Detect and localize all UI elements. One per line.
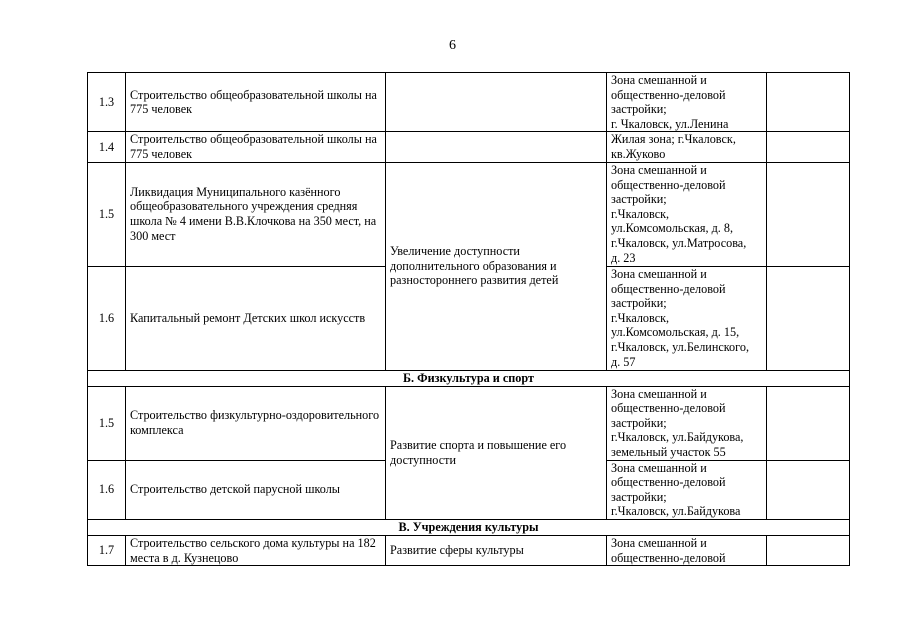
goal-cell bbox=[386, 73, 607, 132]
section-heading-culture: В. Учреждения культуры bbox=[88, 519, 850, 535]
empty-cell bbox=[767, 73, 850, 132]
object-description: Строительство общеобразовательной школы на 775 человек bbox=[126, 132, 386, 162]
zone-cell: Зона смешанной и общественно-деловой bbox=[607, 535, 767, 565]
empty-cell bbox=[767, 535, 850, 565]
zone-cell: Зона смешанной и общественно-деловой застройки; г.Чкаловск, ул.Байдукова bbox=[607, 460, 767, 519]
object-description: Строительство детской парусной школы bbox=[126, 460, 386, 519]
document-table bbox=[87, 72, 850, 566]
zone-cell: Зона смешанной и общественно-деловой застройки; г.Чкаловск, ул.Байдукова, земельный участок 55 bbox=[607, 386, 767, 460]
section-row bbox=[88, 519, 850, 535]
table-row bbox=[88, 535, 850, 565]
goal-cell bbox=[386, 132, 607, 162]
object-description: Капитальный ремонт Детских школ искусств bbox=[126, 266, 386, 370]
row-number: 1.6 bbox=[88, 460, 126, 519]
zone-cell: Зона смешанной и общественно-деловой застройки; г.Чкаловск, ул.Комсомольская, д. 15, г.Чкаловск, ул.Белинского, д. 57 bbox=[607, 266, 767, 370]
object-description: Строительство общеобразовательной школы на 775 человек bbox=[126, 73, 386, 132]
zone-cell: Зона смешанной и общественно-деловой застройки; г. Чкаловск, ул.Ленина bbox=[607, 73, 767, 132]
row-number: 1.5 bbox=[88, 162, 126, 266]
table-row bbox=[88, 132, 850, 162]
table-row bbox=[88, 73, 850, 132]
section-row bbox=[88, 370, 850, 386]
goal-education: Увеличение доступности дополнительного образования и разностороннего развития детей bbox=[386, 162, 607, 370]
object-description: Ликвидация Муниципального казённого общеобразовательного учреждения средняя школа № 4 имени В.В.Клочкова на 350 мест, на 300 мест bbox=[126, 162, 386, 266]
empty-cell bbox=[767, 162, 850, 266]
row-number: 1.3 bbox=[88, 73, 126, 132]
row-number: 1.4 bbox=[88, 132, 126, 162]
empty-cell bbox=[767, 266, 850, 370]
section-heading-sport: Б. Физкультура и спорт bbox=[88, 370, 850, 386]
zone-cell: Жилая зона; г.Чкаловск, кв.Жуково bbox=[607, 132, 767, 162]
row-number: 1.5 bbox=[88, 386, 126, 460]
empty-cell bbox=[767, 132, 850, 162]
goal-culture: Развитие сферы культуры bbox=[386, 535, 607, 565]
object-description: Строительство физкультурно-оздоровительного комплекса bbox=[126, 386, 386, 460]
zone-cell: Зона смешанной и общественно-деловой застройки; г.Чкаловск, ул.Комсомольская, д. 8, г.Чкаловск, ул.Матросова, д. 23 bbox=[607, 162, 767, 266]
object-description: Строительство сельского дома культуры на 182 места в д. Кузнецово bbox=[126, 535, 386, 565]
empty-cell bbox=[767, 386, 850, 460]
goal-sport: Развитие спорта и повышение его доступности bbox=[386, 386, 607, 519]
row-number: 1.6 bbox=[88, 266, 126, 370]
empty-cell bbox=[767, 460, 850, 519]
page-number: 6 bbox=[449, 38, 456, 53]
row-number: 1.7 bbox=[88, 535, 126, 565]
table-row bbox=[88, 162, 850, 266]
table-row bbox=[88, 386, 850, 460]
